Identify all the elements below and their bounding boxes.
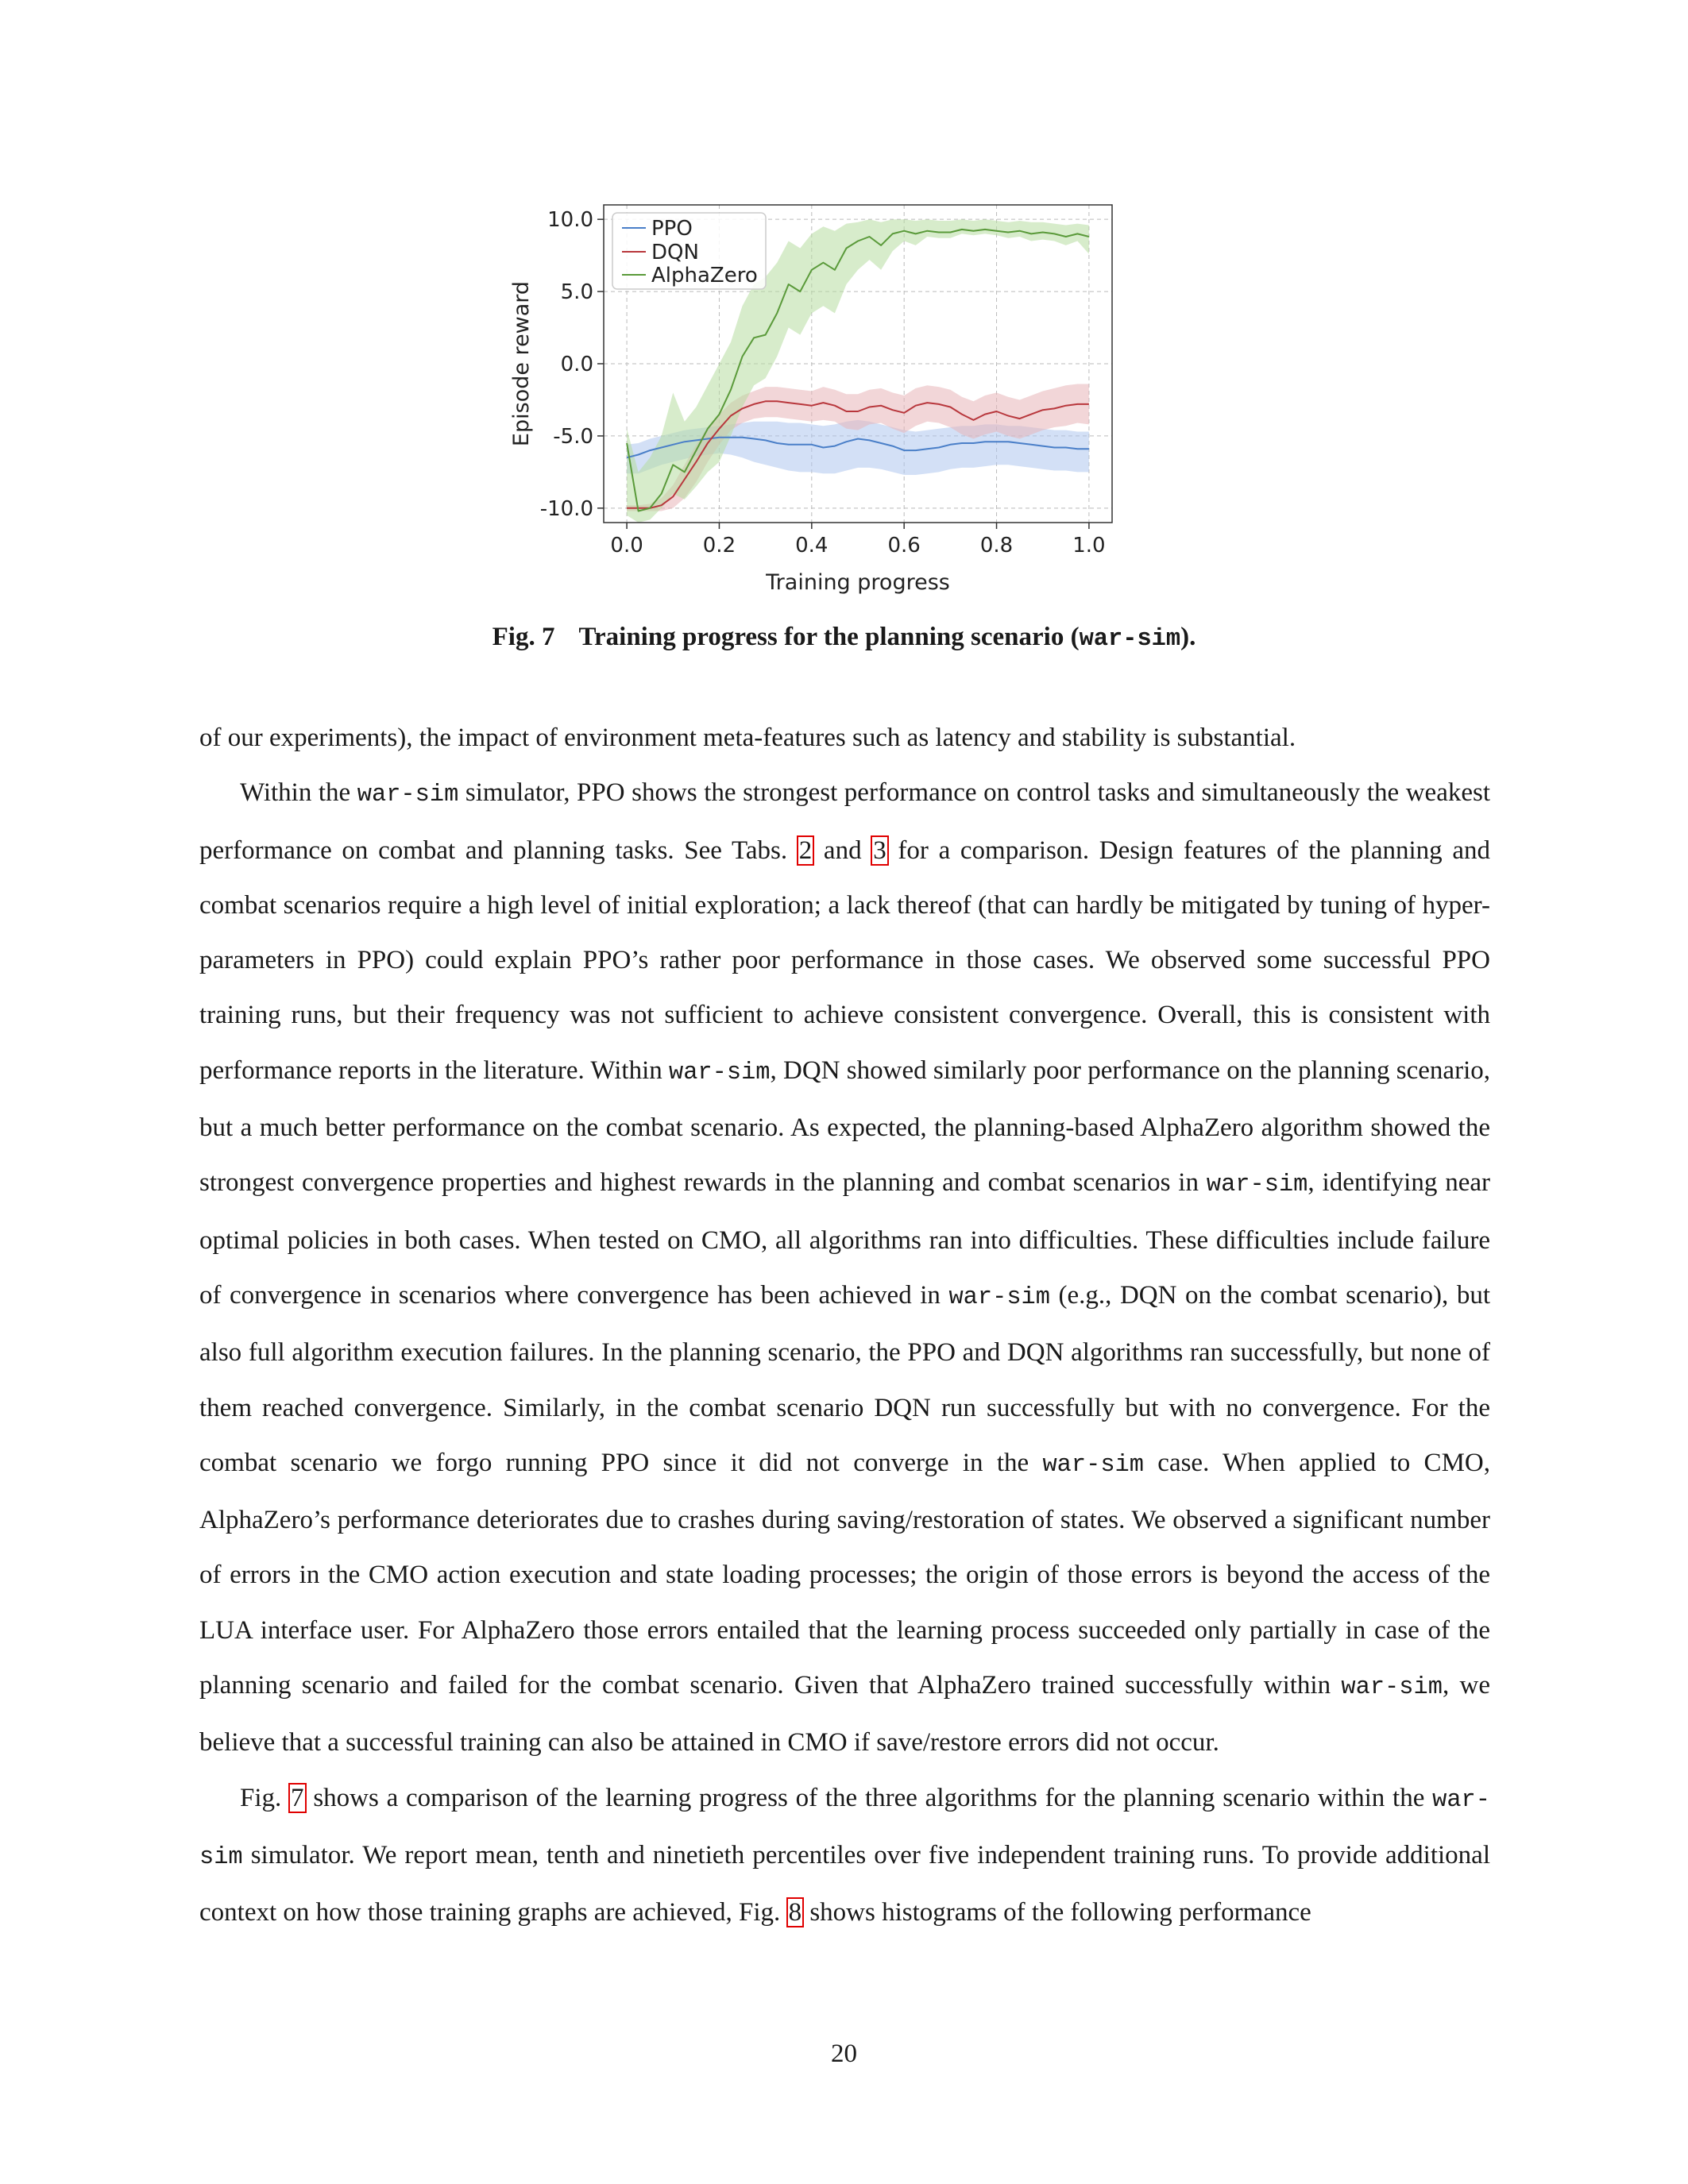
- text: , we believe that a successful training can also be attained in CMO if save/restore errors did not occur.: [199, 1671, 1490, 1758]
- body-text: [199, 711, 1490, 1941]
- x-tick-label: 1.0: [1072, 534, 1106, 558]
- y-tick-label: -10.0: [539, 496, 593, 521]
- x-tick-label: 0.8: [979, 534, 1014, 558]
- text: for a comparison. Design features of the planning and combat scenarios require a high level of initial exploration; a lack thereof (that can hardly be mitigated by tuning of hyper-parameters in PPO) could explain PPO’s rather poor performance in those cases. We observed some successful PPO training runs, but their frequency was not sufficient to achieve consistent convergence. Overall, this is consistent with performance reports in the literature. Within: [199, 835, 1490, 1085]
- x-axis-label: Training progress: [766, 570, 950, 595]
- training-progress-chart: [492, 183, 1176, 604]
- caption-text-end: ).: [1180, 623, 1196, 651]
- figure-caption: [0, 623, 1688, 653]
- code-war-sim: war-sim: [1341, 1674, 1443, 1702]
- legend-label-ppo: PPO: [651, 217, 693, 241]
- table-ref-link[interactable]: 2: [798, 835, 813, 865]
- code-war-sim: war-sim: [1042, 1451, 1144, 1479]
- legend-label-dqn: DQN: [651, 241, 699, 264]
- text: Fig.: [240, 1783, 290, 1812]
- paragraph-1: of our experiments), the impact of environment meta-features such as latency and stability is substantial.: [199, 723, 1296, 752]
- text: , DQN showed similarly poor performance on the planning scenario, but a much better performance on the combat scenario. As expected, the planning-based AlphaZero algorithm showed the strongest convergence properties and highest rewards in the planning and combat scenarios in: [199, 1055, 1490, 1198]
- text: and: [813, 835, 872, 865]
- chart-legend: [612, 213, 766, 289]
- y-tick-label: 10.0: [547, 208, 593, 233]
- table-ref-link[interactable]: 3: [873, 835, 886, 865]
- page-number: 20: [831, 2039, 857, 2068]
- code-war-sim: war-sim: [357, 781, 459, 809]
- code-war-sim: war-sim: [1206, 1171, 1308, 1199]
- code-war-sim: war-sim: [948, 1283, 1050, 1311]
- x-tick-label: 0.2: [702, 534, 736, 558]
- x-tick-label: 0.6: [887, 534, 921, 558]
- text: , identifying near optimal policies in both cases. When tested on CMO, all algorithms ran into difficulties. These difficulties include failure of convergence in scenarios where convergence has been achieved in: [199, 1168, 1491, 1310]
- paragraph-3: [199, 1771, 1490, 1941]
- legend-label-alphazero: AlphaZero: [651, 264, 758, 287]
- code-war-sim: war-sim: [669, 1059, 771, 1086]
- code-war-sim: war-sim: [199, 1786, 1490, 1871]
- text: simulator. We report mean, tenth and ninetieth percentiles over five independent training runs. To provide additional context on how those training graphs are achieved, Fig.: [199, 1840, 1490, 1927]
- figure-ref-link[interactable]: 8: [788, 1898, 802, 1927]
- text: shows a comparison of the learning progress of the three algorithms for the planning scenario within the: [305, 1783, 1433, 1812]
- x-tick-label: 0.4: [795, 534, 829, 558]
- text: Within the: [240, 778, 357, 808]
- paragraph-2: [199, 766, 1490, 1770]
- text: shows histograms of the following performance: [803, 1898, 1311, 1927]
- figure-ref-link[interactable]: 7: [291, 1783, 304, 1812]
- y-tick-label: 0.0: [560, 353, 593, 376]
- caption-text: Training progress for the planning scenario (: [578, 623, 1080, 651]
- caption-code: war-sim: [1079, 626, 1181, 653]
- y-axis-label: Episode reward: [509, 280, 534, 447]
- x-tick-label: 0.0: [610, 534, 643, 558]
- y-tick-label: 5.0: [560, 280, 593, 305]
- y-tick-label: -5.0: [553, 424, 593, 449]
- text: simulator, PPO shows the strongest performance on control tasks and simultaneously the weakest performance on combat and planning tasks. See Tabs.: [199, 778, 1490, 865]
- text: (e.g., DQN on the combat scenario), but also full algorithm execution failures. In the planning scenario, the PPO and DQN algorithms ran successfully, but none of them reached convergence. Similarly, in the combat scenario DQN run successfully but with no convergence. For the combat scenario we forgo running PPO since it did not converge in the: [199, 1280, 1490, 1477]
- text: case. When applied to CMO, AlphaZero’s performance deteriorates due to crashes during saving/restoration of states. We observed a significant number of errors in the CMO action execution and state loading processes; the origin of those errors is beyond the access of the LUA interface user. For AlphaZero those errors entailed that the learning process succeeded only partially in case of the planning scenario and failed for the combat scenario. Given that AlphaZero trained successfully within: [199, 1448, 1490, 1700]
- figure-label: Fig. 7: [492, 623, 555, 651]
